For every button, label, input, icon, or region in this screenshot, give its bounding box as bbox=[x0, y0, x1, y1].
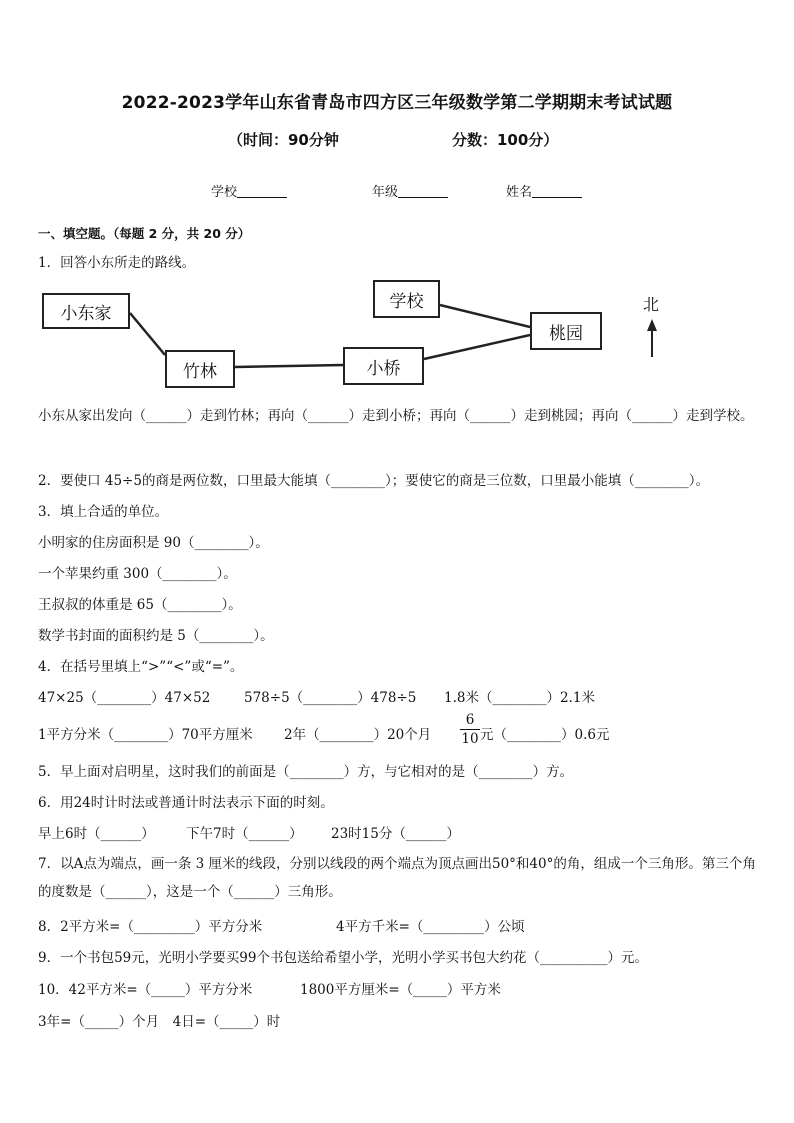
route-home-bamboo bbox=[130, 313, 165, 355]
grade-field[interactable] bbox=[372, 181, 448, 200]
question-8-item-1: 8．2平方米=（_________）平方分米 bbox=[38, 919, 263, 935]
place-home: 小东家 bbox=[42, 293, 130, 329]
question-9: 9．一个书包59元，光明小学要买99个书包送给希望小学，光明小学买书包大约花（__________）元。 bbox=[38, 950, 648, 966]
question-7: 7．以A点为端点，画一条 3 厘米的线段，分别以线段的两个端点为顶点画出50°和40°的角，组成一个三角形。第三个角的度数是（______），这是一个（______）三角形。 bbox=[38, 856, 756, 900]
fraction-six-tenths bbox=[460, 712, 480, 747]
question-6-item-3: 23时15分（______） bbox=[331, 826, 460, 842]
question-3-item-1: 小明家的住房面积是 90（________）。 bbox=[38, 535, 269, 551]
north-label: 北 bbox=[643, 295, 660, 314]
question-4-item-3: 1.8米（________）2.1米 bbox=[444, 690, 595, 706]
school-field[interactable] bbox=[211, 181, 287, 200]
question-8-item-2: 4平方千米=（_________）公顷 bbox=[336, 919, 525, 935]
grade-label: 年级 bbox=[372, 185, 399, 200]
question-3-item-3: 王叔叔的体重是 65（________）。 bbox=[38, 597, 242, 613]
question-3-item-2: 一个苹果约重 300（________）。 bbox=[38, 566, 237, 582]
question-10-item-2: 1800平方厘米=（_____）平方米 bbox=[300, 982, 501, 998]
exam-score: 分数：100分） bbox=[452, 131, 559, 149]
paper-title: 2022-2023学年山东省青岛市四方区三年级数学第二学期期末考试试题 bbox=[121, 93, 673, 113]
question-2: 2．要使口 45÷5的商是两位数，口里最大能填（________）；要使它的商是三位数，口里最小能填（________）。 bbox=[38, 473, 709, 489]
school-label: 学校 bbox=[211, 185, 238, 200]
school-blank[interactable] bbox=[237, 184, 287, 198]
question-4-item-4: 1平方分米（________）70平方厘米 bbox=[38, 727, 253, 743]
grade-blank[interactable] bbox=[398, 184, 448, 198]
name-blank[interactable] bbox=[532, 184, 582, 198]
question-4-item-5: 2年（________）20个月 bbox=[284, 727, 432, 743]
question-3-item-4: 数学书封面的面积约是 5（________）。 bbox=[38, 628, 274, 644]
question-10-item-1: 10．42平方米=（_____）平方分米 bbox=[38, 982, 253, 998]
exam-time: （时间：90分钟 bbox=[228, 131, 339, 149]
section-heading: 一、填空题。（每题 2 分，共 20 分） bbox=[38, 226, 251, 241]
question-10-item-3: 3年=（_____）个月 4日=（_____）时 bbox=[38, 1014, 281, 1030]
question-4-item-2: 578÷5（________）478÷5 bbox=[244, 690, 417, 706]
question-6-stem: 6．用24时计时法或普通计时法表示下面的时刻。 bbox=[38, 795, 334, 811]
question-4-item-6: 元（________）0.6元 bbox=[480, 727, 610, 743]
route-map bbox=[30, 275, 690, 400]
name-label: 姓名 bbox=[506, 185, 533, 200]
fraction-numerator: 6 bbox=[465, 712, 475, 728]
place-orchard: 桃园 bbox=[530, 312, 602, 350]
question-5: 5．早上面对启明星，这时我们的前面是（________）方，与它相对的是（________）方。 bbox=[38, 764, 574, 780]
question-4-item-1: 47×25（________）47×52 bbox=[38, 690, 211, 706]
route-school-orchard bbox=[440, 305, 530, 327]
fraction-denominator: 10 bbox=[461, 731, 479, 747]
question-6-item-1: 早上6时（______） bbox=[38, 826, 155, 842]
route-bridge-orchard bbox=[424, 335, 530, 359]
question-6-item-2: 下午7时（______） bbox=[186, 826, 303, 842]
question-4-stem: 4．在括号里填上“>”“<”或“=”。 bbox=[38, 659, 244, 675]
north-arrow-icon bbox=[647, 319, 657, 331]
name-field[interactable] bbox=[506, 181, 582, 200]
question-1-text: 小东从家出发向（______）走到竹林；再向（______）走到小桥；再向（______）走到桃园；再向（______）走到学校。 bbox=[38, 408, 754, 424]
question-3-stem: 3．填上合适的单位。 bbox=[38, 504, 169, 520]
route-bamboo-bridge bbox=[235, 365, 343, 367]
place-bamboo: 竹林 bbox=[165, 350, 235, 388]
place-bridge: 小桥 bbox=[343, 347, 424, 385]
question-1-stem: 1．回答小东所走的路线。 bbox=[38, 255, 196, 271]
place-school: 学校 bbox=[373, 280, 440, 318]
fraction-bar bbox=[460, 729, 480, 730]
